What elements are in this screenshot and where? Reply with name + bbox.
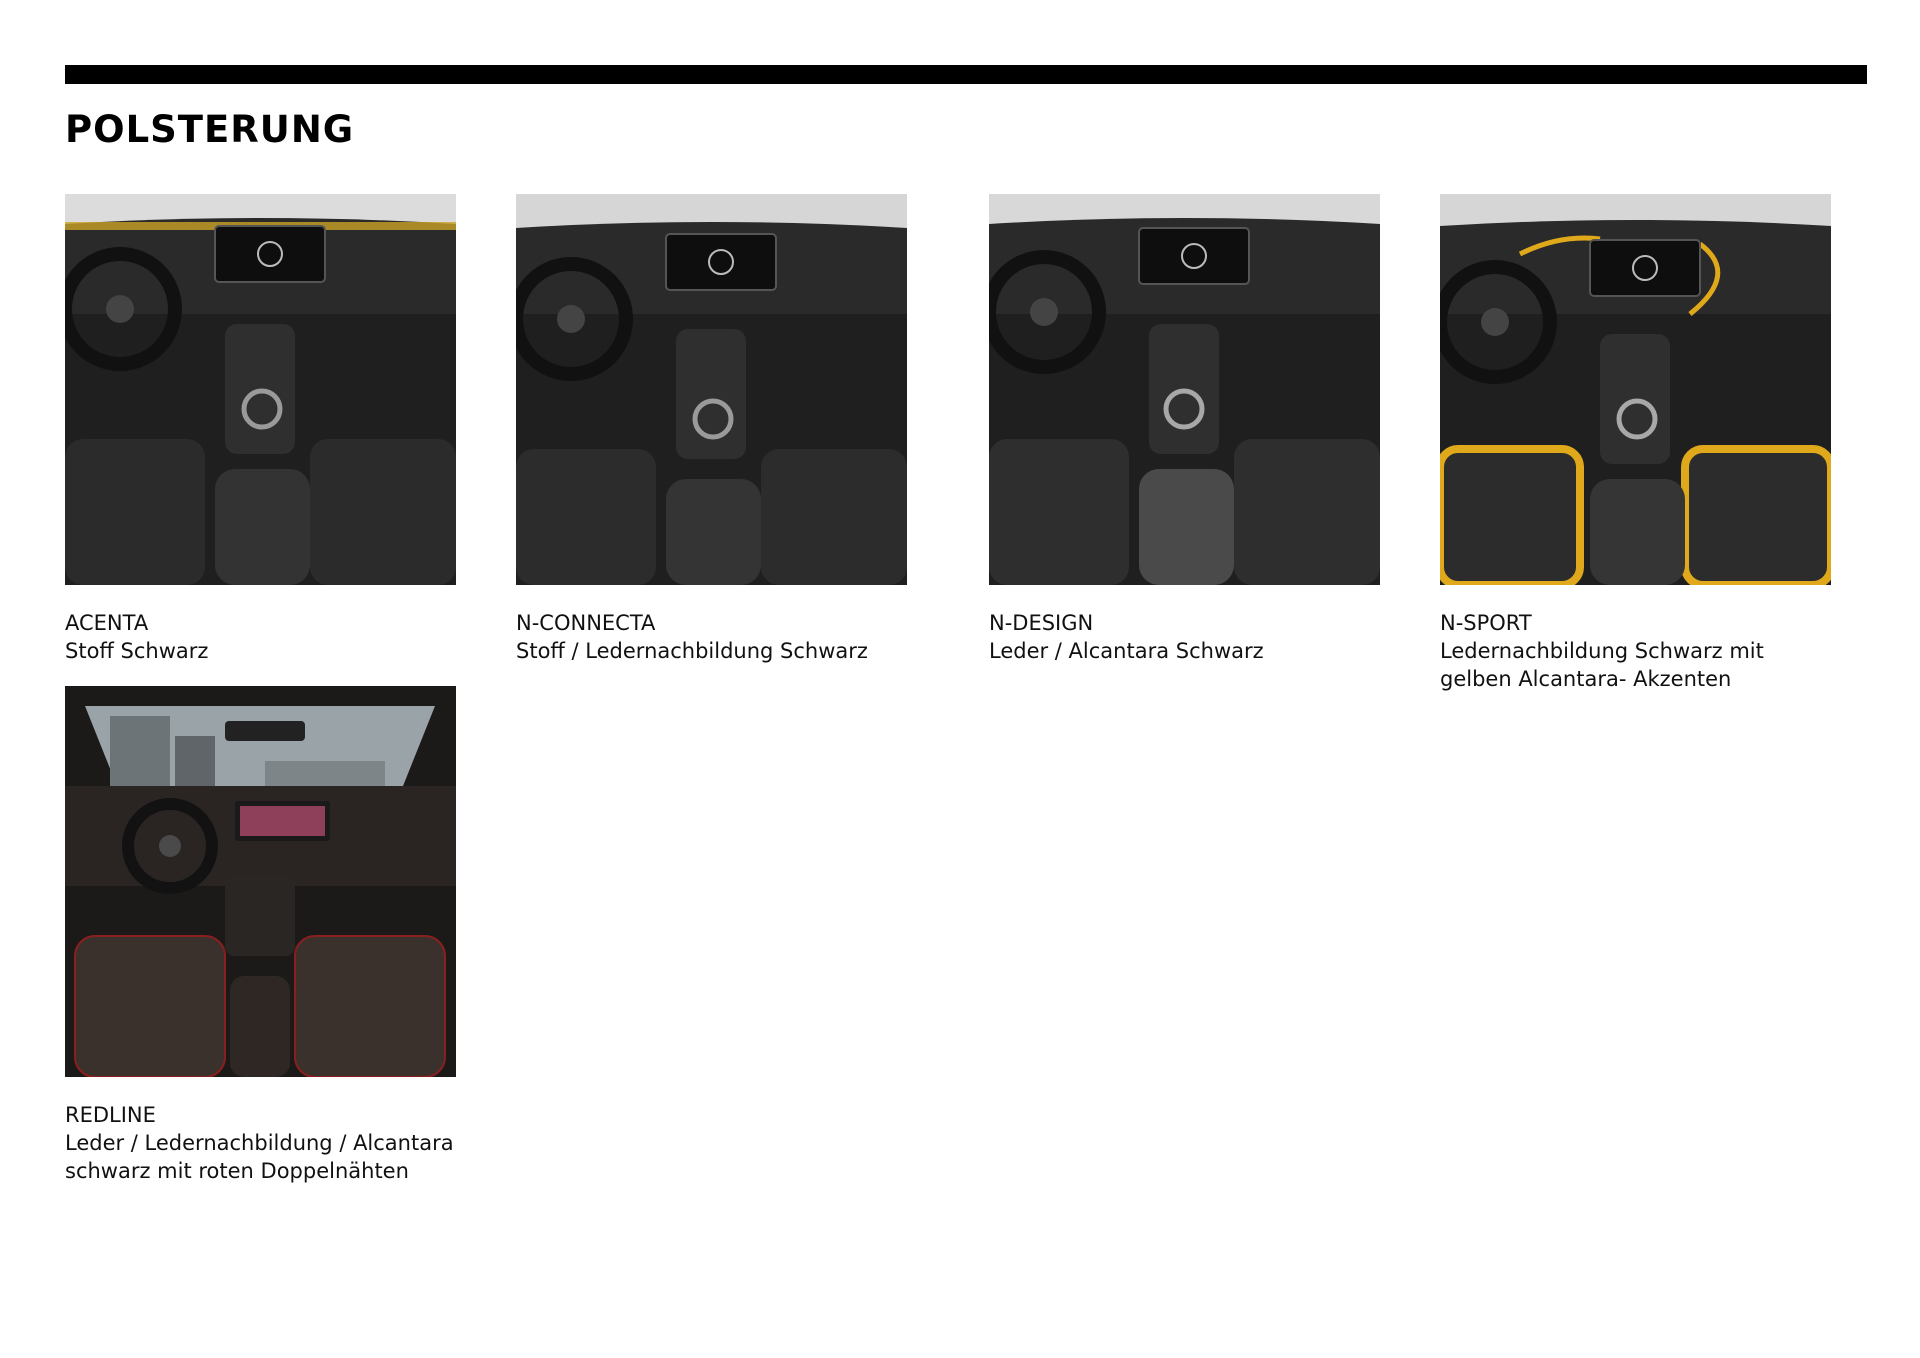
interior-photo-n-design (989, 194, 1380, 585)
trim-upholstery: Leder / Ledernachbildung / Alcantara schwarz mit roten Doppelnähten (65, 1131, 454, 1183)
interior-photo-n-sport (1440, 194, 1831, 585)
trim-name: N-DESIGN (989, 611, 1094, 635)
trim-caption (1440, 609, 1880, 693)
page-title: POLSTERUNG (65, 108, 355, 151)
trim-caption (65, 609, 505, 665)
trim-caption (516, 609, 956, 665)
interior-photo-redline (65, 686, 456, 1077)
trim-card-redline (65, 686, 505, 1185)
trim-caption (989, 609, 1429, 665)
trim-name: N-CONNECTA (516, 611, 656, 635)
trim-caption (65, 1101, 505, 1185)
trim-upholstery: Ledernachbildung Schwarz mit gelben Alcantara- Akzenten (1440, 639, 1764, 691)
trim-name: N-SPORT (1440, 611, 1532, 635)
trim-upholstery: Stoff Schwarz (65, 639, 209, 663)
trim-upholstery: Leder / Alcantara Schwarz (989, 639, 1264, 663)
trim-name: REDLINE (65, 1103, 156, 1127)
trim-upholstery: Stoff / Ledernachbildung Schwarz (516, 639, 868, 663)
trim-card-n-sport (1440, 194, 1880, 693)
top-rule (65, 65, 1867, 84)
interior-photo-n-connecta (516, 194, 907, 585)
trim-card-n-design (989, 194, 1429, 665)
trim-card-n-connecta (516, 194, 956, 665)
trim-name: ACENTA (65, 611, 149, 635)
interior-photo-acenta (65, 194, 456, 585)
trim-card-acenta (65, 194, 505, 665)
